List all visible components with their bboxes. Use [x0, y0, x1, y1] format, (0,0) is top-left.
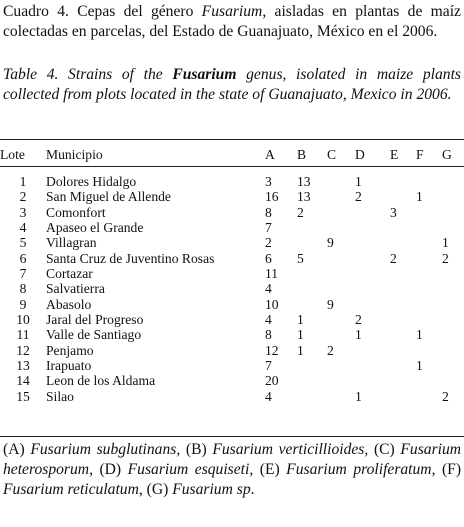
cell-lote: 2 [19, 189, 27, 205]
cell-c [327, 389, 355, 404]
cell-b [297, 220, 327, 235]
table-header-row [0, 143, 464, 166]
table-row [0, 373, 464, 388]
header-lote: Lote [0, 147, 25, 162]
cell-a: 11 [265, 266, 279, 282]
header-d: D [355, 147, 365, 162]
cell-f [416, 373, 442, 388]
table-row [0, 312, 464, 327]
strains-table [0, 143, 464, 404]
cell-lote: 14 [16, 373, 30, 389]
cell-e [390, 389, 416, 404]
legend-species: Fusarium sp [172, 481, 251, 498]
cell-f [416, 235, 442, 250]
cell-d [355, 373, 390, 388]
cell-d: 1 [355, 388, 362, 404]
cell-b: 1 [297, 327, 304, 343]
cell-c [327, 373, 355, 388]
cell-municipio: Comonfort [46, 204, 106, 220]
cell-g: 2 [442, 388, 449, 404]
cell-municipio: Jaral del Progreso [46, 312, 144, 328]
cell-c [327, 220, 355, 235]
cell-c [327, 327, 355, 342]
cell-municipio: Leon de los Aldama [46, 373, 156, 389]
table-row [0, 251, 464, 266]
table-row [0, 235, 464, 250]
table-bottom-rule [0, 436, 464, 437]
legend-species: Fusarium esquiseti [127, 461, 250, 478]
cell-f: 1 [416, 358, 423, 374]
cell-d: 2 [355, 189, 362, 205]
cell-a: 7 [265, 220, 272, 236]
cell-f [416, 389, 442, 404]
cell-g [442, 327, 464, 342]
cell-b [297, 358, 327, 373]
cell-b [297, 297, 327, 312]
caption-english [3, 65, 461, 105]
cell-b [297, 281, 327, 296]
cell-f [416, 297, 442, 312]
cell-a: 6 [265, 250, 272, 266]
cell-f [416, 343, 442, 358]
cell-g [442, 358, 464, 373]
cell-a: 8 [265, 204, 272, 220]
cell-a: 2 [265, 235, 272, 251]
cell-a: 3 [265, 174, 272, 189]
cell-municipio: Irapuato [46, 358, 92, 374]
cell-municipio: San Miguel de Allende [46, 189, 171, 205]
cell-d [355, 358, 390, 373]
cell-d [355, 220, 390, 235]
cell-lote: 5 [19, 235, 27, 251]
cell-e [390, 297, 416, 312]
cell-d: 1 [355, 327, 362, 343]
header-a: A [265, 147, 275, 162]
cell-e [390, 312, 416, 327]
legend-key: (F) [441, 461, 462, 478]
cell-e [390, 266, 416, 281]
cell-d [355, 251, 390, 266]
cell-c: 9 [327, 235, 334, 251]
legend-separator: , [89, 461, 100, 478]
legend-separator: , [249, 461, 260, 478]
header-f: F [416, 147, 424, 162]
cell-c [327, 266, 355, 281]
legend-separator: , [176, 441, 186, 458]
cell-f [416, 312, 442, 327]
cell-e [390, 343, 416, 358]
legend-key: (D) [99, 461, 128, 478]
header-municipio: Municipio [46, 147, 103, 162]
table-body [0, 166, 464, 404]
cell-lote: 8 [19, 281, 27, 297]
cell-g: 1 [442, 235, 449, 251]
cell-b: 5 [297, 250, 304, 266]
cell-municipio: Cortazar [46, 266, 93, 282]
cell-c [327, 251, 355, 266]
legend-separator: , [364, 441, 374, 458]
cell-e: 2 [390, 250, 397, 266]
cell-f [416, 281, 442, 296]
table-row [0, 166, 464, 189]
legend-species: Fusarium reticulatum [3, 481, 139, 498]
cell-g [442, 297, 464, 312]
cell-b: 1 [297, 312, 304, 328]
table-top-rule [0, 139, 464, 140]
cell-g [442, 281, 464, 296]
cell-e [390, 220, 416, 235]
cell-g [442, 373, 464, 388]
cell-e [390, 235, 416, 250]
cell-municipio: Dolores Hidalgo [46, 174, 137, 189]
cell-b: 1 [297, 342, 304, 358]
cell-lote: 13 [16, 358, 30, 374]
caption-en-suffix: genus, isolated in maize plants collected from plots located in the state of Guanajuato, Mexico in 2006. [3, 66, 461, 103]
cell-g [442, 220, 464, 235]
cell-c [327, 166, 355, 189]
cell-municipio: Penjamo [46, 342, 94, 358]
legend-key: (E) [259, 461, 287, 478]
cell-e [390, 281, 416, 296]
cell-lote: 9 [19, 296, 27, 312]
cell-e [390, 373, 416, 388]
cell-lote: 3 [19, 204, 27, 220]
legend-key: (A) [3, 441, 31, 458]
cell-f [416, 266, 442, 281]
cell-e [390, 327, 416, 342]
cell-e [390, 189, 416, 204]
cell-d [355, 235, 390, 250]
cell-b [297, 235, 327, 250]
cell-a: 10 [265, 296, 279, 312]
header-b: B [297, 147, 307, 162]
cell-c [327, 312, 355, 327]
cell-a: 8 [265, 327, 272, 343]
cell-g [442, 166, 464, 189]
legend-separator: . [250, 481, 255, 498]
cell-c [327, 205, 355, 220]
cell-g [442, 205, 464, 220]
header-g: G [442, 147, 452, 162]
table-row [0, 297, 464, 312]
cell-a: 16 [265, 189, 279, 205]
cell-lote: 7 [19, 266, 27, 282]
cell-b: 13 [297, 189, 311, 205]
cell-f: 1 [416, 189, 423, 205]
cell-a: 4 [265, 312, 272, 328]
cell-c: 9 [327, 296, 334, 312]
legend-key: (B) [185, 441, 213, 458]
cell-a: 20 [265, 373, 279, 389]
cell-c [327, 189, 355, 204]
table-row [0, 220, 464, 235]
table-row [0, 327, 464, 342]
cell-municipio: Valle de Santiago [46, 327, 142, 343]
legend-species: Fusarium proliferatum [286, 461, 432, 478]
caption-en-genus: Fusarium [172, 66, 237, 83]
cell-b [297, 266, 327, 281]
cell-lote: 1 [19, 174, 27, 189]
caption-en-prefix: Table 4. Strains of the [3, 66, 173, 83]
cell-municipio: Silao [46, 388, 74, 404]
cell-d [355, 297, 390, 312]
cell-a: 7 [265, 358, 272, 374]
cell-d [355, 266, 390, 281]
cell-lote: 10 [16, 312, 30, 328]
cell-lote: 12 [16, 342, 30, 358]
cell-lote: 4 [19, 220, 27, 236]
caption-spanish [3, 2, 461, 42]
cell-f: 1 [416, 327, 423, 343]
cell-d [355, 281, 390, 296]
cell-c [327, 281, 355, 296]
cell-municipio: Salvatierra [46, 281, 105, 297]
cell-g: 2 [442, 250, 449, 266]
cell-e [390, 358, 416, 373]
legend-separator: , [138, 481, 147, 498]
species-legend [3, 440, 461, 500]
cell-d [355, 205, 390, 220]
legend-species: Fusarium heterosporum [3, 441, 462, 478]
cell-a: 4 [265, 388, 272, 404]
cell-b [297, 389, 327, 404]
cell-d: 2 [355, 312, 362, 328]
cell-b: 2 [297, 204, 304, 220]
table-row [0, 205, 464, 220]
cell-municipio: Apaseo el Grande [46, 220, 144, 236]
legend-species: Fusarium subglutinans [30, 441, 177, 458]
legend-key: (G) [146, 481, 173, 498]
table-row [0, 343, 464, 358]
cell-lote: 15 [16, 388, 30, 404]
table-row [0, 266, 464, 281]
table-row [0, 389, 464, 404]
cell-a: 12 [265, 342, 279, 358]
cell-lote: 6 [19, 250, 27, 266]
cell-d: 1 [355, 174, 362, 189]
cell-e [390, 166, 416, 189]
table-row [0, 358, 464, 373]
cell-municipio: Villagran [46, 235, 97, 251]
cell-lote: 11 [16, 327, 30, 343]
cell-g [442, 343, 464, 358]
header-c: C [327, 147, 337, 162]
legend-key: (C) [373, 441, 401, 458]
cell-municipio: Abasolo [46, 296, 92, 312]
cell-f [416, 166, 442, 189]
caption-es-genus: Fusarium [201, 3, 263, 20]
cell-b [297, 373, 327, 388]
cell-a: 4 [265, 281, 272, 297]
table-row [0, 189, 464, 204]
legend-species: Fusarium verticillioides [212, 441, 365, 458]
cell-f [416, 205, 442, 220]
legend-separator: , [431, 461, 442, 478]
caption-es-suffix: , aisladas en plantas de maíz colectadas en parcelas, del Estado de Guanajuato, México en el 2006. [3, 3, 461, 40]
cell-g [442, 189, 464, 204]
cell-d [355, 343, 390, 358]
cell-g [442, 266, 464, 281]
caption-es-prefix: Cuadro 4. Cepas del género [3, 3, 202, 20]
cell-f [416, 220, 442, 235]
cell-c: 2 [327, 342, 334, 358]
cell-b: 13 [297, 174, 311, 189]
cell-f [416, 251, 442, 266]
cell-e: 3 [390, 204, 397, 220]
table-row [0, 281, 464, 296]
cell-g [442, 312, 464, 327]
cell-municipio: Santa Cruz de Juventino Rosas [46, 250, 215, 266]
header-e: E [390, 147, 399, 162]
cell-c [327, 358, 355, 373]
